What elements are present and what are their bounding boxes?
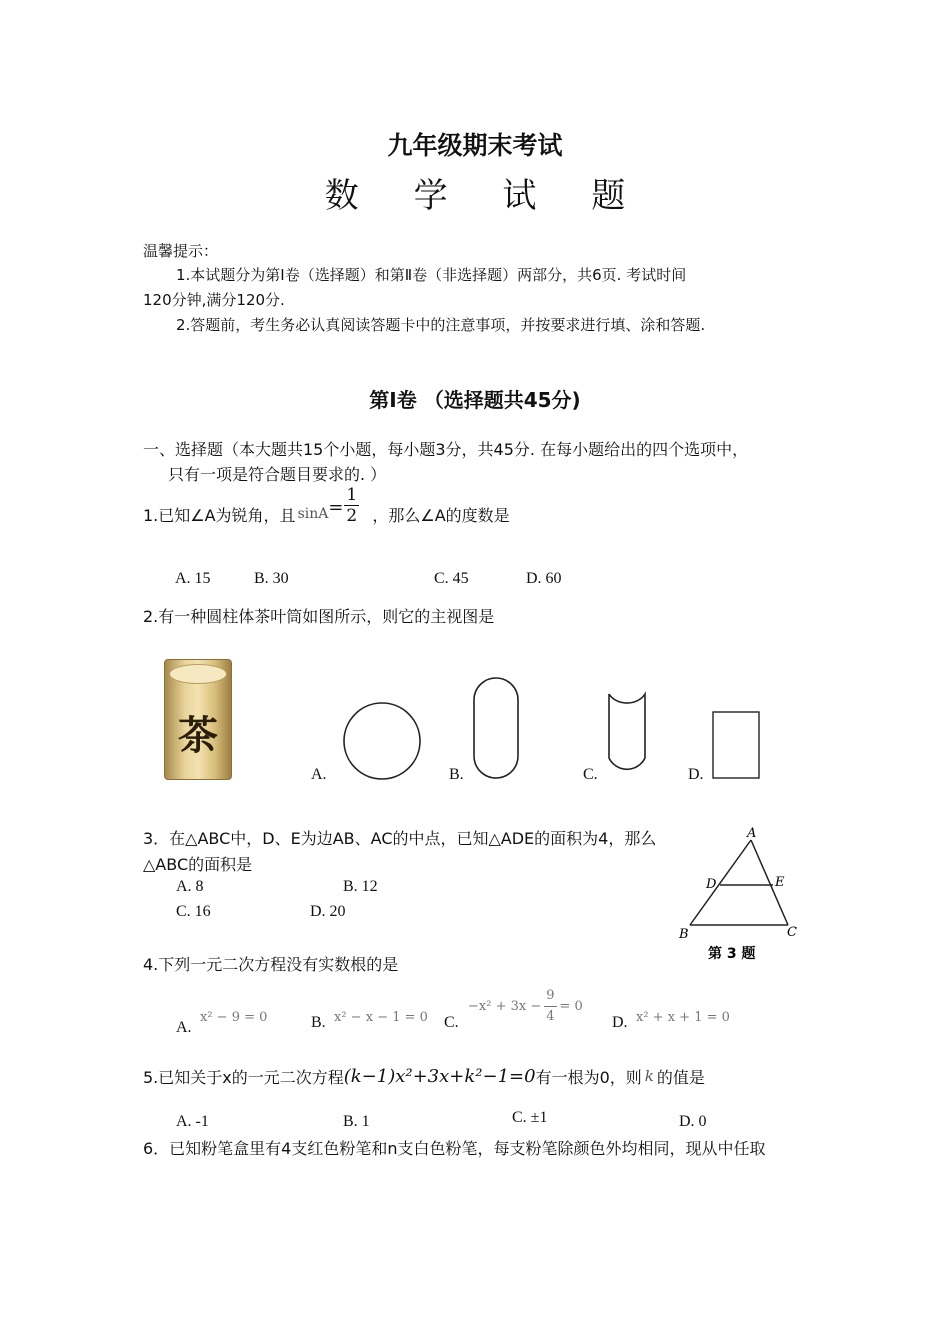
q4-c-denominator: 4 xyxy=(546,1008,555,1024)
q3-option-d: D. 20 xyxy=(310,903,346,920)
exam-subtitle: 数 学 试 题 xyxy=(324,176,648,216)
question-6: 6．已知粉笔盒里有4支红色粉笔和n支白色粉笔，每支粉笔除颜色外均相同，现从中任取 xyxy=(143,1139,766,1158)
q5-option-b: B. 1 xyxy=(343,1113,370,1130)
q5-prefix: 5.已知关于x的一元二次方程 xyxy=(143,1067,344,1087)
q2-shape-a-circle xyxy=(344,703,420,779)
q4-label-a: A. xyxy=(176,1019,192,1036)
q4-equation-b: x² − x − 1 = 0 xyxy=(334,1010,428,1025)
q4-label-c: C. xyxy=(444,1014,459,1031)
q4-c-left: −x² + 3x − xyxy=(468,998,542,1014)
tea-character: 茶 xyxy=(178,712,218,759)
notice-item-2: 2.答题前，考生务必认真阅读答题卡中的注意事项，并按要求进行填、涂和答题. xyxy=(176,316,706,334)
q1-suffix: ，那么∠A的度数是 xyxy=(372,505,510,525)
notice-item-1-cont: 120分钟,满分120分. xyxy=(143,291,285,309)
q1-sin: sinA xyxy=(297,506,329,522)
point-label-b: B xyxy=(679,927,689,942)
q3-triangle-figure xyxy=(670,822,810,962)
q5-option-d: D. 0 xyxy=(679,1113,707,1130)
q1-option-a: A. 15 xyxy=(175,570,211,587)
notice-item-1: 1.本试题分为第Ⅰ卷（选择题）和第Ⅱ卷（非选择题）两部分，共6页. 考试时间 xyxy=(176,266,687,284)
exam-title: 九年级期末考试 xyxy=(387,131,563,160)
q4-equation-d: x² + x + 1 = 0 xyxy=(636,1010,730,1025)
q3-option-c: C. 16 xyxy=(176,903,211,920)
q1-prefix: 1.已知∠A为锐角，且 xyxy=(143,505,296,525)
point-label-a: A xyxy=(747,826,757,841)
q3-option-a: A. 8 xyxy=(176,878,204,895)
side-ab xyxy=(690,840,751,925)
q4-label-b: B. xyxy=(311,1014,326,1031)
section-instruction: 一、选择题（本大题共15个小题，每小题3分，共45分. 在每小题给出的四个选项中， xyxy=(143,440,749,459)
q4-c-right: = 0 xyxy=(559,998,583,1014)
q1-option-d: D. 60 xyxy=(526,570,562,587)
q4-equation-c xyxy=(468,986,583,1026)
q2-shape-c-u-shape xyxy=(609,694,645,769)
q4-equation-a: x² − 9 = 0 xyxy=(200,1010,268,1025)
q4-c-numerator: 9 xyxy=(544,986,556,1007)
q4-label-d: D. xyxy=(612,1014,628,1031)
point-label-d: D xyxy=(706,877,717,892)
question-3: 3．在△ABC中，D、E为边AB、AC的中点，已知△ADE的面积为4，那么 xyxy=(143,829,657,848)
q1-option-b: B. 30 xyxy=(254,570,289,587)
q2-label-c: C. xyxy=(583,766,598,783)
q2-label-b: B. xyxy=(449,766,464,783)
q1-equals: = xyxy=(328,497,344,518)
q5-middle: 有一根为0，则 xyxy=(535,1067,642,1087)
q2-shape-b-capsule xyxy=(474,678,518,778)
notice-heading: 温馨提示： xyxy=(143,242,219,260)
q1-option-c: C. 45 xyxy=(434,570,469,587)
question-3-cont: △ABC的面积是 xyxy=(143,855,253,874)
q5-option-a: A. -1 xyxy=(176,1113,209,1130)
q5-suffix: 的值是 xyxy=(656,1067,705,1087)
q5-equation: (k−1)x²+3x+k²−1=0 xyxy=(343,1065,536,1087)
question-2: 2.有一种圆柱体茶叶筒如图所示，则它的主视图是 xyxy=(143,607,495,626)
q5-var: k xyxy=(644,1067,654,1085)
q2-label-a: A. xyxy=(311,766,327,783)
q2-label-d: D. xyxy=(688,766,704,783)
q1-numerator: 1 xyxy=(346,485,358,505)
point-label-e: E xyxy=(775,875,785,890)
figure-caption: 第 3 题 xyxy=(708,946,756,962)
q5-option-c: C. ±1 xyxy=(512,1109,548,1126)
point-label-c: C xyxy=(787,925,797,940)
q2-shape-d-rectangle xyxy=(713,712,759,778)
q1-denominator: 2 xyxy=(346,506,358,526)
section-instruction-cont: 只有一项是符合题目要求的. ） xyxy=(168,465,387,484)
section-title: 第Ⅰ卷 （选择题共45分) xyxy=(369,388,581,412)
q3-option-b: B. 12 xyxy=(343,878,378,895)
question-5 xyxy=(143,1062,705,1090)
question-4: 4.下列一元二次方程没有实数根的是 xyxy=(143,955,399,974)
